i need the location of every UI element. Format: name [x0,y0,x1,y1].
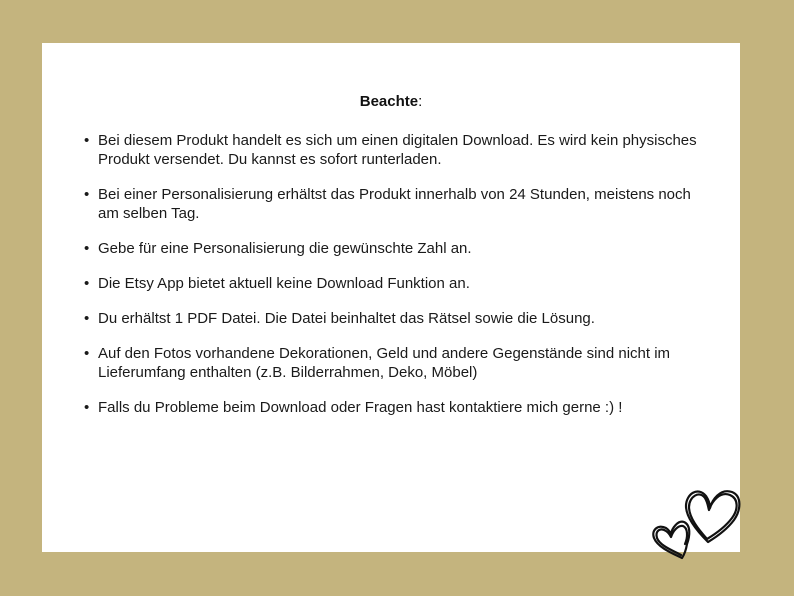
notice-heading-colon: : [418,93,423,110]
note-text: Die Etsy App bietet aktuell keine Download Funktion an. [98,275,470,292]
bullet-icon: • [84,310,90,327]
notes-list [84,131,698,433]
note-text: Du erhältst 1 PDF Datei. Die Datei beinhaltet das Rätsel sowie die Lösung. [98,310,595,327]
bullet-icon: • [84,240,90,257]
bullet-icon: • [84,132,90,149]
bullet-icon: • [84,275,90,292]
note-text: Bei diesem Produkt handelt es sich um einen digitalen Download. Es wird kein physisches Produkt versendet. Du kannst es sofort runterladen. [98,132,697,168]
list-item [84,131,698,169]
list-item [84,344,698,382]
info-card [42,43,740,552]
note-text: Falls du Probleme beim Download oder Fragen hast kontaktiere mich gerne :) ! [98,399,623,416]
bullet-icon: • [84,399,90,416]
list-item [84,398,698,417]
list-item [84,274,698,293]
notice-heading-label: Beachte [359,93,419,110]
note-text: Gebe für eine Personalisierung die gewünschte Zahl an. [98,240,472,257]
two-hearts-icon [646,480,746,566]
bullet-icon: • [84,186,90,203]
list-item [84,239,698,258]
list-item [84,309,698,328]
notice-heading [42,93,740,110]
bullet-icon: • [84,345,90,362]
note-text: Bei einer Personalisierung erhältst das Produkt innerhalb von 24 Stunden, meistens noch am selben Tag. [98,186,691,222]
note-text: Auf den Fotos vorhandene Dekorationen, Geld und andere Gegenstände sind nicht im Lieferumfang enthalten (z.B. Bilderrahmen, Deko, Möbel) [98,345,671,381]
list-item [84,185,698,223]
